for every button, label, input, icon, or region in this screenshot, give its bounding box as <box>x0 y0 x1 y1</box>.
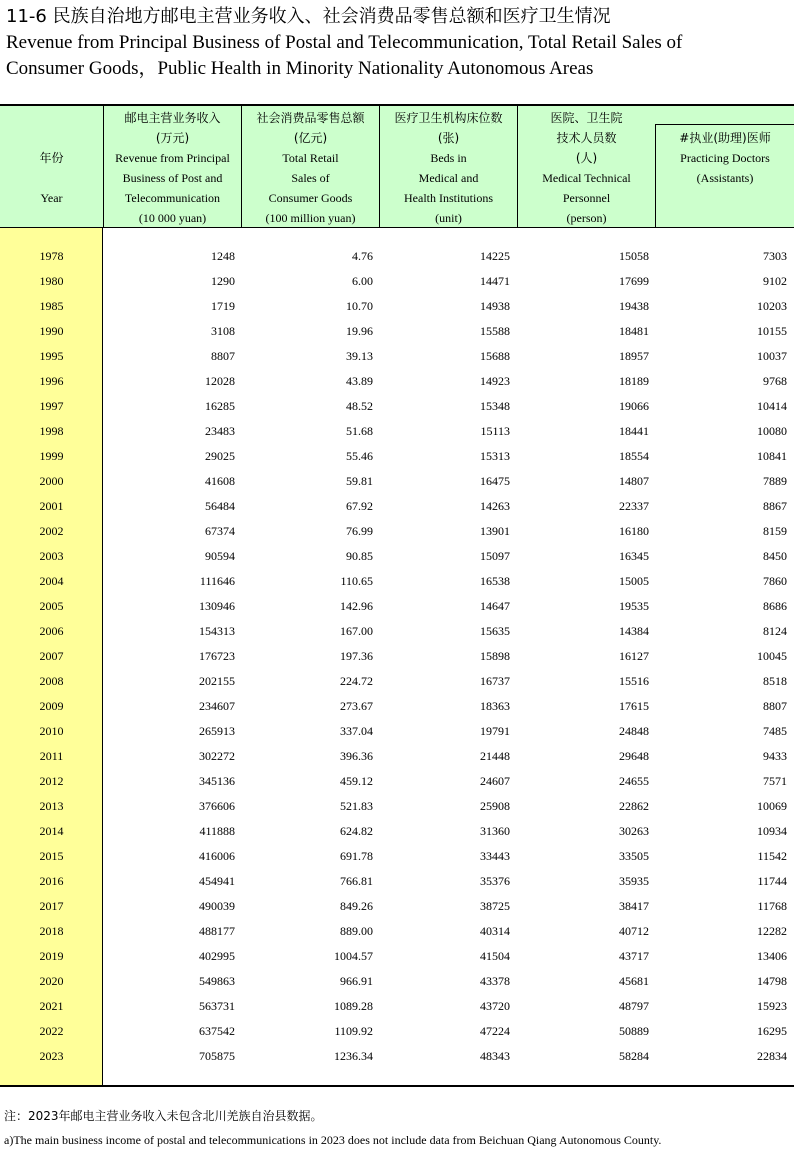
cell-practicing-doctors: 7889 <box>763 474 787 488</box>
table-row <box>0 1045 794 1070</box>
title-english-line-1: Revenue from Principal Business of Postal and Telecommunication, Total Retail Sales of <box>6 32 683 53</box>
cell-retail-sales: 59.81 <box>346 474 373 488</box>
cell-year: 2008 <box>39 674 64 688</box>
cell-postal-revenue: 56484 <box>205 499 235 513</box>
cell-practicing-doctors: 9768 <box>763 374 787 388</box>
cell-postal-revenue: 302272 <box>199 749 235 763</box>
table-row <box>0 795 794 820</box>
cell-medical-personnel: 29648 <box>619 749 649 763</box>
cell-practicing-doctors: 9102 <box>763 274 787 288</box>
table-row <box>0 470 794 495</box>
table-row <box>0 295 794 320</box>
cell-year: 2016 <box>39 874 64 888</box>
cell-practicing-doctors: 8807 <box>763 699 787 713</box>
table-row <box>0 895 794 920</box>
header-beds-en-1: Beds in <box>430 151 467 165</box>
cell-postal-revenue: 345136 <box>199 774 235 788</box>
cell-retail-sales: 90.85 <box>346 549 373 563</box>
cell-year: 2015 <box>39 849 64 863</box>
header-year <box>0 106 104 227</box>
cell-medical-personnel: 15516 <box>619 674 649 688</box>
cell-retail-sales: 459.12 <box>340 774 373 788</box>
cell-year: 1997 <box>39 399 64 413</box>
cell-postal-revenue: 154313 <box>199 624 235 638</box>
cell-beds: 14225 <box>480 249 510 263</box>
header-retail-sales-unit-en: (100 million yuan) <box>265 211 356 225</box>
cell-year: 1998 <box>39 424 64 438</box>
cell-postal-revenue: 29025 <box>205 449 235 463</box>
cell-year: 2005 <box>39 599 64 613</box>
cell-practicing-doctors: 8518 <box>763 674 787 688</box>
cell-year: 2018 <box>39 924 64 938</box>
cell-postal-revenue: 90594 <box>205 549 235 563</box>
table-row <box>0 920 794 945</box>
cell-retail-sales: 337.04 <box>340 724 373 738</box>
table-row <box>0 945 794 970</box>
header-medical-personnel-unit-cn: (人) <box>575 151 598 165</box>
title-chinese: 11-6 民族自治地方邮电主营业务收入、社会消费品零售总额和医疗卫生情况 <box>6 6 611 27</box>
cell-medical-personnel: 48797 <box>619 999 649 1013</box>
header-postal-revenue-en-3: Telecommunication <box>124 191 221 205</box>
cell-beds: 38725 <box>480 899 510 913</box>
table-row <box>0 545 794 570</box>
cell-beds: 18363 <box>480 699 510 713</box>
cell-retail-sales: 6.00 <box>352 274 373 288</box>
header-medical-personnel-cn-2: 技术人员数 <box>556 131 617 145</box>
cell-practicing-doctors: 15923 <box>757 999 787 1013</box>
header-postal-revenue-en-1: Revenue from Principal <box>115 151 230 165</box>
header-year-en: Year <box>40 191 63 205</box>
cell-beds: 47224 <box>480 1024 510 1038</box>
cell-beds: 19791 <box>480 724 510 738</box>
header-practicing-doctors <box>656 128 794 188</box>
cell-year: 2014 <box>39 824 64 838</box>
cell-beds: 43378 <box>480 974 510 988</box>
cell-postal-revenue: 376606 <box>199 799 235 813</box>
cell-beds: 15688 <box>480 349 510 363</box>
cell-beds: 15898 <box>480 649 510 663</box>
cell-beds: 14923 <box>480 374 510 388</box>
cell-beds: 43720 <box>480 999 510 1013</box>
table-row <box>0 595 794 620</box>
cell-retail-sales: 142.96 <box>340 599 373 613</box>
header-beds-en-2: Medical and <box>418 171 479 185</box>
cell-beds: 40314 <box>480 924 510 938</box>
cell-year: 1996 <box>39 374 64 388</box>
cell-practicing-doctors: 8450 <box>763 549 787 563</box>
cell-retail-sales: 521.83 <box>340 799 373 813</box>
table-row <box>0 645 794 670</box>
cell-medical-personnel: 45681 <box>619 974 649 988</box>
cell-practicing-doctors: 8686 <box>763 599 787 613</box>
cell-retail-sales: 1089.28 <box>334 999 373 1013</box>
cell-year: 2020 <box>39 974 64 988</box>
table-row <box>0 870 794 895</box>
cell-practicing-doctors: 22834 <box>757 1049 787 1063</box>
cell-medical-personnel: 18554 <box>619 449 649 463</box>
cell-medical-personnel: 22337 <box>619 499 649 513</box>
cell-beds: 33443 <box>480 849 510 863</box>
cell-practicing-doctors: 8159 <box>763 524 787 538</box>
cell-postal-revenue: 488177 <box>199 924 235 938</box>
table-row <box>0 995 794 1020</box>
cell-year: 2007 <box>39 649 64 663</box>
cell-postal-revenue: 1248 <box>211 249 235 263</box>
cell-beds: 24607 <box>480 774 510 788</box>
cell-practicing-doctors: 7571 <box>763 774 787 788</box>
header-medical-personnel-en-2: Personnel <box>562 191 611 205</box>
cell-practicing-doctors: 11542 <box>757 849 787 863</box>
cell-postal-revenue: 23483 <box>205 424 235 438</box>
cell-beds: 35376 <box>480 874 510 888</box>
table-row <box>0 445 794 470</box>
cell-practicing-doctors: 7860 <box>763 574 787 588</box>
cell-beds: 21448 <box>480 749 510 763</box>
cell-postal-revenue: 3108 <box>211 324 235 338</box>
cell-postal-revenue: 549863 <box>199 974 235 988</box>
cell-year: 2000 <box>39 474 64 488</box>
cell-medical-personnel: 17615 <box>619 699 649 713</box>
cell-postal-revenue: 41608 <box>205 474 235 488</box>
cell-medical-personnel: 40712 <box>619 924 649 938</box>
cell-year: 1999 <box>39 449 64 463</box>
cell-beds: 16475 <box>480 474 510 488</box>
cell-medical-personnel: 19438 <box>619 299 649 313</box>
cell-postal-revenue: 67374 <box>205 524 235 538</box>
cell-postal-revenue: 111646 <box>199 574 235 588</box>
header-postal-revenue-cn: 邮电主营业务收入 <box>124 111 221 125</box>
cell-medical-personnel: 14384 <box>619 624 649 638</box>
cell-beds: 16538 <box>480 574 510 588</box>
cell-medical-personnel: 22862 <box>619 799 649 813</box>
footnote-chinese: 注：2023年邮电主营业务收入未包含北川羌族自治县数据。 <box>4 1109 323 1123</box>
table-row <box>0 420 794 445</box>
cell-beds: 14471 <box>480 274 510 288</box>
cell-medical-personnel: 14807 <box>619 474 649 488</box>
title-english-line-2: Consumer Goods，Public Health in Minority Nationality Autonomous Areas <box>6 58 594 79</box>
header-year-cn: 年份 <box>39 151 64 165</box>
cell-postal-revenue: 705875 <box>199 1049 235 1063</box>
table-row <box>0 570 794 595</box>
cell-retail-sales: 1109.92 <box>334 1024 373 1038</box>
footnote-english: a)The main business income of postal and telecommunications in 2023 does not include data from Beichuan Qiang Autonomous County. <box>4 1133 662 1147</box>
cell-retail-sales: 1236.34 <box>334 1049 373 1063</box>
header-postal-revenue <box>104 106 242 227</box>
table-row <box>0 745 794 770</box>
cell-retail-sales: 167.00 <box>340 624 373 638</box>
cell-retail-sales: 10.70 <box>346 299 373 313</box>
cell-retail-sales: 76.99 <box>346 524 373 538</box>
cell-retail-sales: 39.13 <box>346 349 373 363</box>
cell-practicing-doctors: 9433 <box>763 749 787 763</box>
cell-retail-sales: 43.89 <box>346 374 373 388</box>
cell-year: 2011 <box>39 749 64 763</box>
cell-medical-personnel: 50889 <box>619 1024 649 1038</box>
cell-year: 2021 <box>39 999 64 1013</box>
header-postal-revenue-unit-cn: (万元) <box>155 131 190 145</box>
cell-beds: 15313 <box>480 449 510 463</box>
cell-postal-revenue: 1290 <box>211 274 235 288</box>
cell-retail-sales: 67.92 <box>346 499 373 513</box>
cell-practicing-doctors: 8867 <box>763 499 787 513</box>
cell-practicing-doctors: 10841 <box>757 449 787 463</box>
cell-retail-sales: 1004.57 <box>334 949 373 963</box>
header-beds-cn: 医疗卫生机构床位数 <box>394 111 503 125</box>
table-row <box>0 495 794 520</box>
table-title <box>6 4 792 82</box>
cell-practicing-doctors: 10155 <box>757 324 787 338</box>
cell-postal-revenue: 265913 <box>199 724 235 738</box>
cell-medical-personnel: 18481 <box>619 324 649 338</box>
cell-medical-personnel: 18189 <box>619 374 649 388</box>
cell-medical-personnel: 17699 <box>619 274 649 288</box>
header-beds <box>380 106 518 227</box>
cell-year: 2019 <box>39 949 64 963</box>
cell-retail-sales: 766.81 <box>340 874 373 888</box>
header-practicing-doctors-en-1: Practicing Doctors <box>680 151 770 165</box>
header-retail-sales-cn: 社会消费品零售总额 <box>256 111 365 125</box>
cell-retail-sales: 849.26 <box>340 899 373 913</box>
table-row <box>0 620 794 645</box>
cell-retail-sales: 4.76 <box>352 249 373 263</box>
cell-medical-personnel: 33505 <box>619 849 649 863</box>
cell-practicing-doctors: 13406 <box>757 949 787 963</box>
cell-postal-revenue: 202155 <box>199 674 235 688</box>
table-row <box>0 270 794 295</box>
cell-practicing-doctors: 16295 <box>757 1024 787 1038</box>
cell-retail-sales: 889.00 <box>340 924 373 938</box>
cell-practicing-doctors: 10203 <box>757 299 787 313</box>
cell-year: 1990 <box>39 324 64 338</box>
cell-retail-sales: 48.52 <box>346 399 373 413</box>
table-row <box>0 970 794 995</box>
cell-medical-personnel: 16180 <box>619 524 649 538</box>
cell-beds: 14938 <box>480 299 510 313</box>
cell-postal-revenue: 402995 <box>199 949 235 963</box>
header-medical-personnel <box>518 108 655 228</box>
cell-practicing-doctors: 10045 <box>757 649 787 663</box>
header-medical-personnel-cn-1: 医院、卫生院 <box>550 111 623 125</box>
cell-year: 1985 <box>39 299 64 313</box>
header-retail-sales-en-3: Consumer Goods <box>268 191 353 205</box>
cell-beds: 15588 <box>480 324 510 338</box>
cell-year: 1978 <box>39 249 64 263</box>
cell-beds: 15113 <box>480 424 510 438</box>
header-retail-sales-en-1: Total Retail <box>282 151 339 165</box>
table-row <box>0 345 794 370</box>
header-practicing-doctors-cn: #执业(助理)医师 <box>679 131 771 145</box>
cell-practicing-doctors: 7303 <box>763 249 787 263</box>
cell-practicing-doctors: 10037 <box>757 349 787 363</box>
cell-year: 2010 <box>39 724 64 738</box>
cell-beds: 31360 <box>480 824 510 838</box>
cell-beds: 13901 <box>480 524 510 538</box>
cell-medical-personnel: 19535 <box>619 599 649 613</box>
cell-medical-personnel: 43717 <box>619 949 649 963</box>
cell-beds: 48343 <box>480 1049 510 1063</box>
cell-medical-personnel: 15058 <box>619 249 649 263</box>
cell-retail-sales: 51.68 <box>346 424 373 438</box>
cell-medical-personnel: 30263 <box>619 824 649 838</box>
cell-postal-revenue: 563731 <box>199 999 235 1013</box>
cell-medical-personnel: 38417 <box>619 899 649 913</box>
table-row <box>0 1020 794 1045</box>
cell-retail-sales: 273.67 <box>340 699 373 713</box>
cell-beds: 15097 <box>480 549 510 563</box>
cell-postal-revenue: 454941 <box>199 874 235 888</box>
cell-year: 2012 <box>39 774 64 788</box>
cell-year: 2003 <box>39 549 64 563</box>
cell-beds: 25908 <box>480 799 510 813</box>
header-retail-sales <box>242 106 380 227</box>
cell-postal-revenue: 1719 <box>211 299 235 313</box>
cell-postal-revenue: 411888 <box>199 824 235 838</box>
cell-practicing-doctors: 10069 <box>757 799 787 813</box>
cell-beds: 16737 <box>480 674 510 688</box>
cell-postal-revenue: 637542 <box>199 1024 235 1038</box>
cell-retail-sales: 19.96 <box>346 324 373 338</box>
cell-retail-sales: 224.72 <box>340 674 373 688</box>
cell-medical-personnel: 18957 <box>619 349 649 363</box>
cell-medical-personnel: 24848 <box>619 724 649 738</box>
cell-postal-revenue: 12028 <box>205 374 235 388</box>
cell-medical-personnel: 15005 <box>619 574 649 588</box>
cell-practicing-doctors: 10934 <box>757 824 787 838</box>
cell-postal-revenue: 16285 <box>205 399 235 413</box>
cell-practicing-doctors: 7485 <box>763 724 787 738</box>
cell-medical-personnel: 18441 <box>619 424 649 438</box>
table-row <box>0 395 794 420</box>
cell-retail-sales: 691.78 <box>340 849 373 863</box>
cell-year: 2017 <box>39 899 64 913</box>
cell-year: 2006 <box>39 624 64 638</box>
cell-retail-sales: 110.65 <box>340 574 373 588</box>
header-sub-rule <box>655 124 794 125</box>
header-beds-unit-cn: (张) <box>437 131 460 145</box>
cell-beds: 41504 <box>480 949 510 963</box>
header-medical-personnel-en-1: Medical Technical <box>542 171 631 185</box>
table-row <box>0 520 794 545</box>
table-row <box>0 320 794 345</box>
cell-medical-personnel: 35935 <box>619 874 649 888</box>
cell-year: 1995 <box>39 349 64 363</box>
header-practicing-doctors-en-2: (Assistants) <box>696 171 754 185</box>
cell-practicing-doctors: 10414 <box>757 399 787 413</box>
cell-year: 2004 <box>39 574 64 588</box>
cell-practicing-doctors: 8124 <box>763 624 787 638</box>
cell-retail-sales: 624.82 <box>340 824 373 838</box>
cell-retail-sales: 55.46 <box>346 449 373 463</box>
cell-beds: 15635 <box>480 624 510 638</box>
table-row <box>0 670 794 695</box>
cell-beds: 14263 <box>480 499 510 513</box>
header-postal-revenue-en-2: Business of Post and <box>122 171 223 185</box>
cell-practicing-doctors: 10080 <box>757 424 787 438</box>
header-medical-personnel-group <box>518 106 794 227</box>
cell-postal-revenue: 130946 <box>199 599 235 613</box>
cell-retail-sales: 966.91 <box>340 974 373 988</box>
cell-postal-revenue: 234607 <box>199 699 235 713</box>
cell-medical-personnel: 16345 <box>619 549 649 563</box>
cell-postal-revenue: 8807 <box>211 349 235 363</box>
cell-practicing-doctors: 12282 <box>757 924 787 938</box>
cell-practicing-doctors: 11744 <box>757 874 787 888</box>
table-row <box>0 820 794 845</box>
cell-medical-personnel: 58284 <box>619 1049 649 1063</box>
cell-postal-revenue: 416006 <box>199 849 235 863</box>
cell-medical-personnel: 16127 <box>619 649 649 663</box>
cell-practicing-doctors: 14798 <box>757 974 787 988</box>
cell-year: 2013 <box>39 799 64 813</box>
cell-medical-personnel: 19066 <box>619 399 649 413</box>
header-postal-revenue-unit-en: (10 000 yuan) <box>138 211 207 225</box>
table-header <box>0 106 794 228</box>
cell-year: 2002 <box>39 524 64 538</box>
cell-practicing-doctors: 11768 <box>757 899 787 913</box>
header-retail-sales-en-2: Sales of <box>291 171 330 185</box>
cell-year: 2001 <box>39 499 64 513</box>
table-row <box>0 695 794 720</box>
header-beds-unit-en: (unit) <box>435 211 462 225</box>
table-row <box>0 770 794 795</box>
cell-medical-personnel: 24655 <box>619 774 649 788</box>
cell-postal-revenue: 176723 <box>199 649 235 663</box>
header-retail-sales-unit-cn: (亿元) <box>293 131 328 145</box>
cell-beds: 14647 <box>480 599 510 613</box>
table-row <box>0 370 794 395</box>
table-row <box>0 245 794 270</box>
cell-beds: 15348 <box>480 399 510 413</box>
cell-year: 2023 <box>39 1049 64 1063</box>
table-row <box>0 720 794 745</box>
header-medical-personnel-unit-en: (person) <box>566 211 607 225</box>
cell-retail-sales: 396.36 <box>340 749 373 763</box>
cell-year: 2022 <box>39 1024 64 1038</box>
cell-year: 1980 <box>39 274 64 288</box>
header-beds-en-3: Health Institutions <box>404 191 493 205</box>
cell-year: 2009 <box>39 699 64 713</box>
cell-retail-sales: 197.36 <box>340 649 373 663</box>
table-row <box>0 845 794 870</box>
cell-postal-revenue: 490039 <box>199 899 235 913</box>
bottom-rule <box>0 1085 794 1087</box>
